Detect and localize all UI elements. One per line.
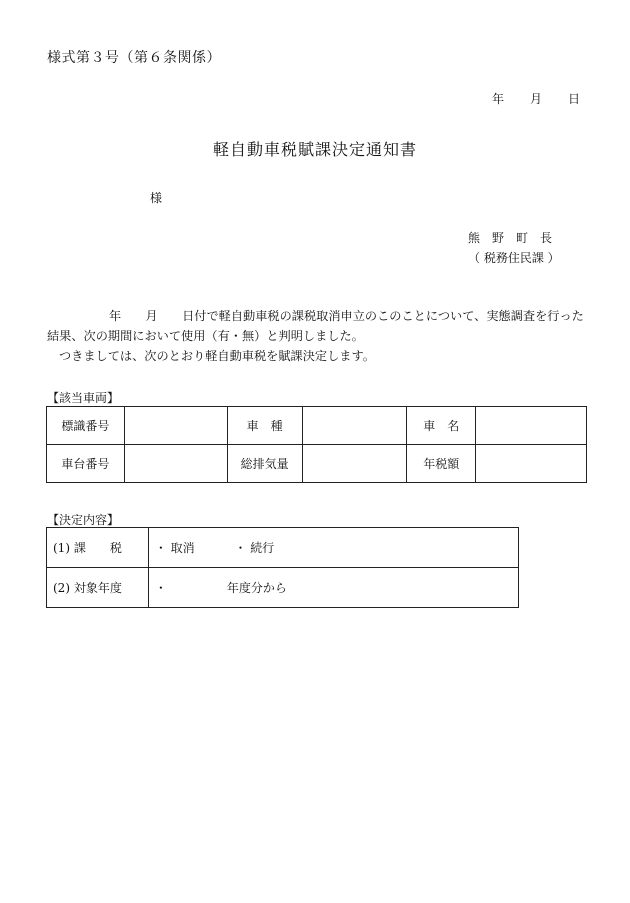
decision-table — [46, 527, 519, 608]
decision-year-label: (2) 対象年度 — [47, 568, 149, 608]
displacement-value — [302, 445, 407, 483]
table-row — [47, 445, 587, 483]
chassis-number-value — [124, 445, 227, 483]
table-row — [47, 568, 519, 608]
date-month: 月 — [530, 92, 543, 106]
vehicle-table — [46, 406, 587, 483]
body-paragraph-2: つきましては、次のとおり軽自動車税を賦課決定します。 — [59, 349, 375, 363]
sender-department: （ 税務住民課 ） — [468, 251, 560, 265]
annual-tax-label: 年税額 — [407, 445, 476, 483]
body-paragraph-1: 年 月 日付で軽自動車税の課税取消申立のこのことについて、実態調査を行った結果、次の期間において使用（有・無）と判明しました。 — [47, 309, 584, 343]
table-row — [47, 528, 519, 568]
date-year: 年 — [492, 92, 505, 106]
form-number: 様式第３号（第６条関係） — [47, 50, 221, 66]
vehicle-plate-label: 標識番号 — [47, 407, 125, 445]
vehicle-name-value — [476, 407, 587, 445]
vehicle-section-label: 【該当車両】 — [47, 391, 120, 405]
document-title: 軽自動車税賦課決定通知書 — [212, 140, 417, 159]
decision-taxation-options: ・ 取消 ・ 続行 — [148, 528, 518, 568]
vehicle-type-value — [302, 407, 407, 445]
displacement-label: 総排気量 — [227, 445, 302, 483]
date-day: 日 — [568, 92, 581, 106]
annual-tax-value — [476, 445, 587, 483]
vehicle-type-label: 車 種 — [227, 407, 302, 445]
issue-date — [492, 90, 580, 107]
decision-section-label: 【決定内容】 — [47, 513, 120, 527]
table-row — [47, 407, 587, 445]
decision-taxation-label: (1) 課 税 — [47, 528, 149, 568]
sender-name: 熊 野 町 長 — [468, 231, 553, 245]
notice-body — [47, 306, 587, 366]
vehicle-plate-value — [124, 407, 227, 445]
decision-year-value: ・ 年度分から — [148, 568, 518, 608]
vehicle-name-label: 車 名 — [407, 407, 476, 445]
chassis-number-label: 車台番号 — [47, 445, 125, 483]
addressee-suffix: 様 — [150, 191, 163, 205]
